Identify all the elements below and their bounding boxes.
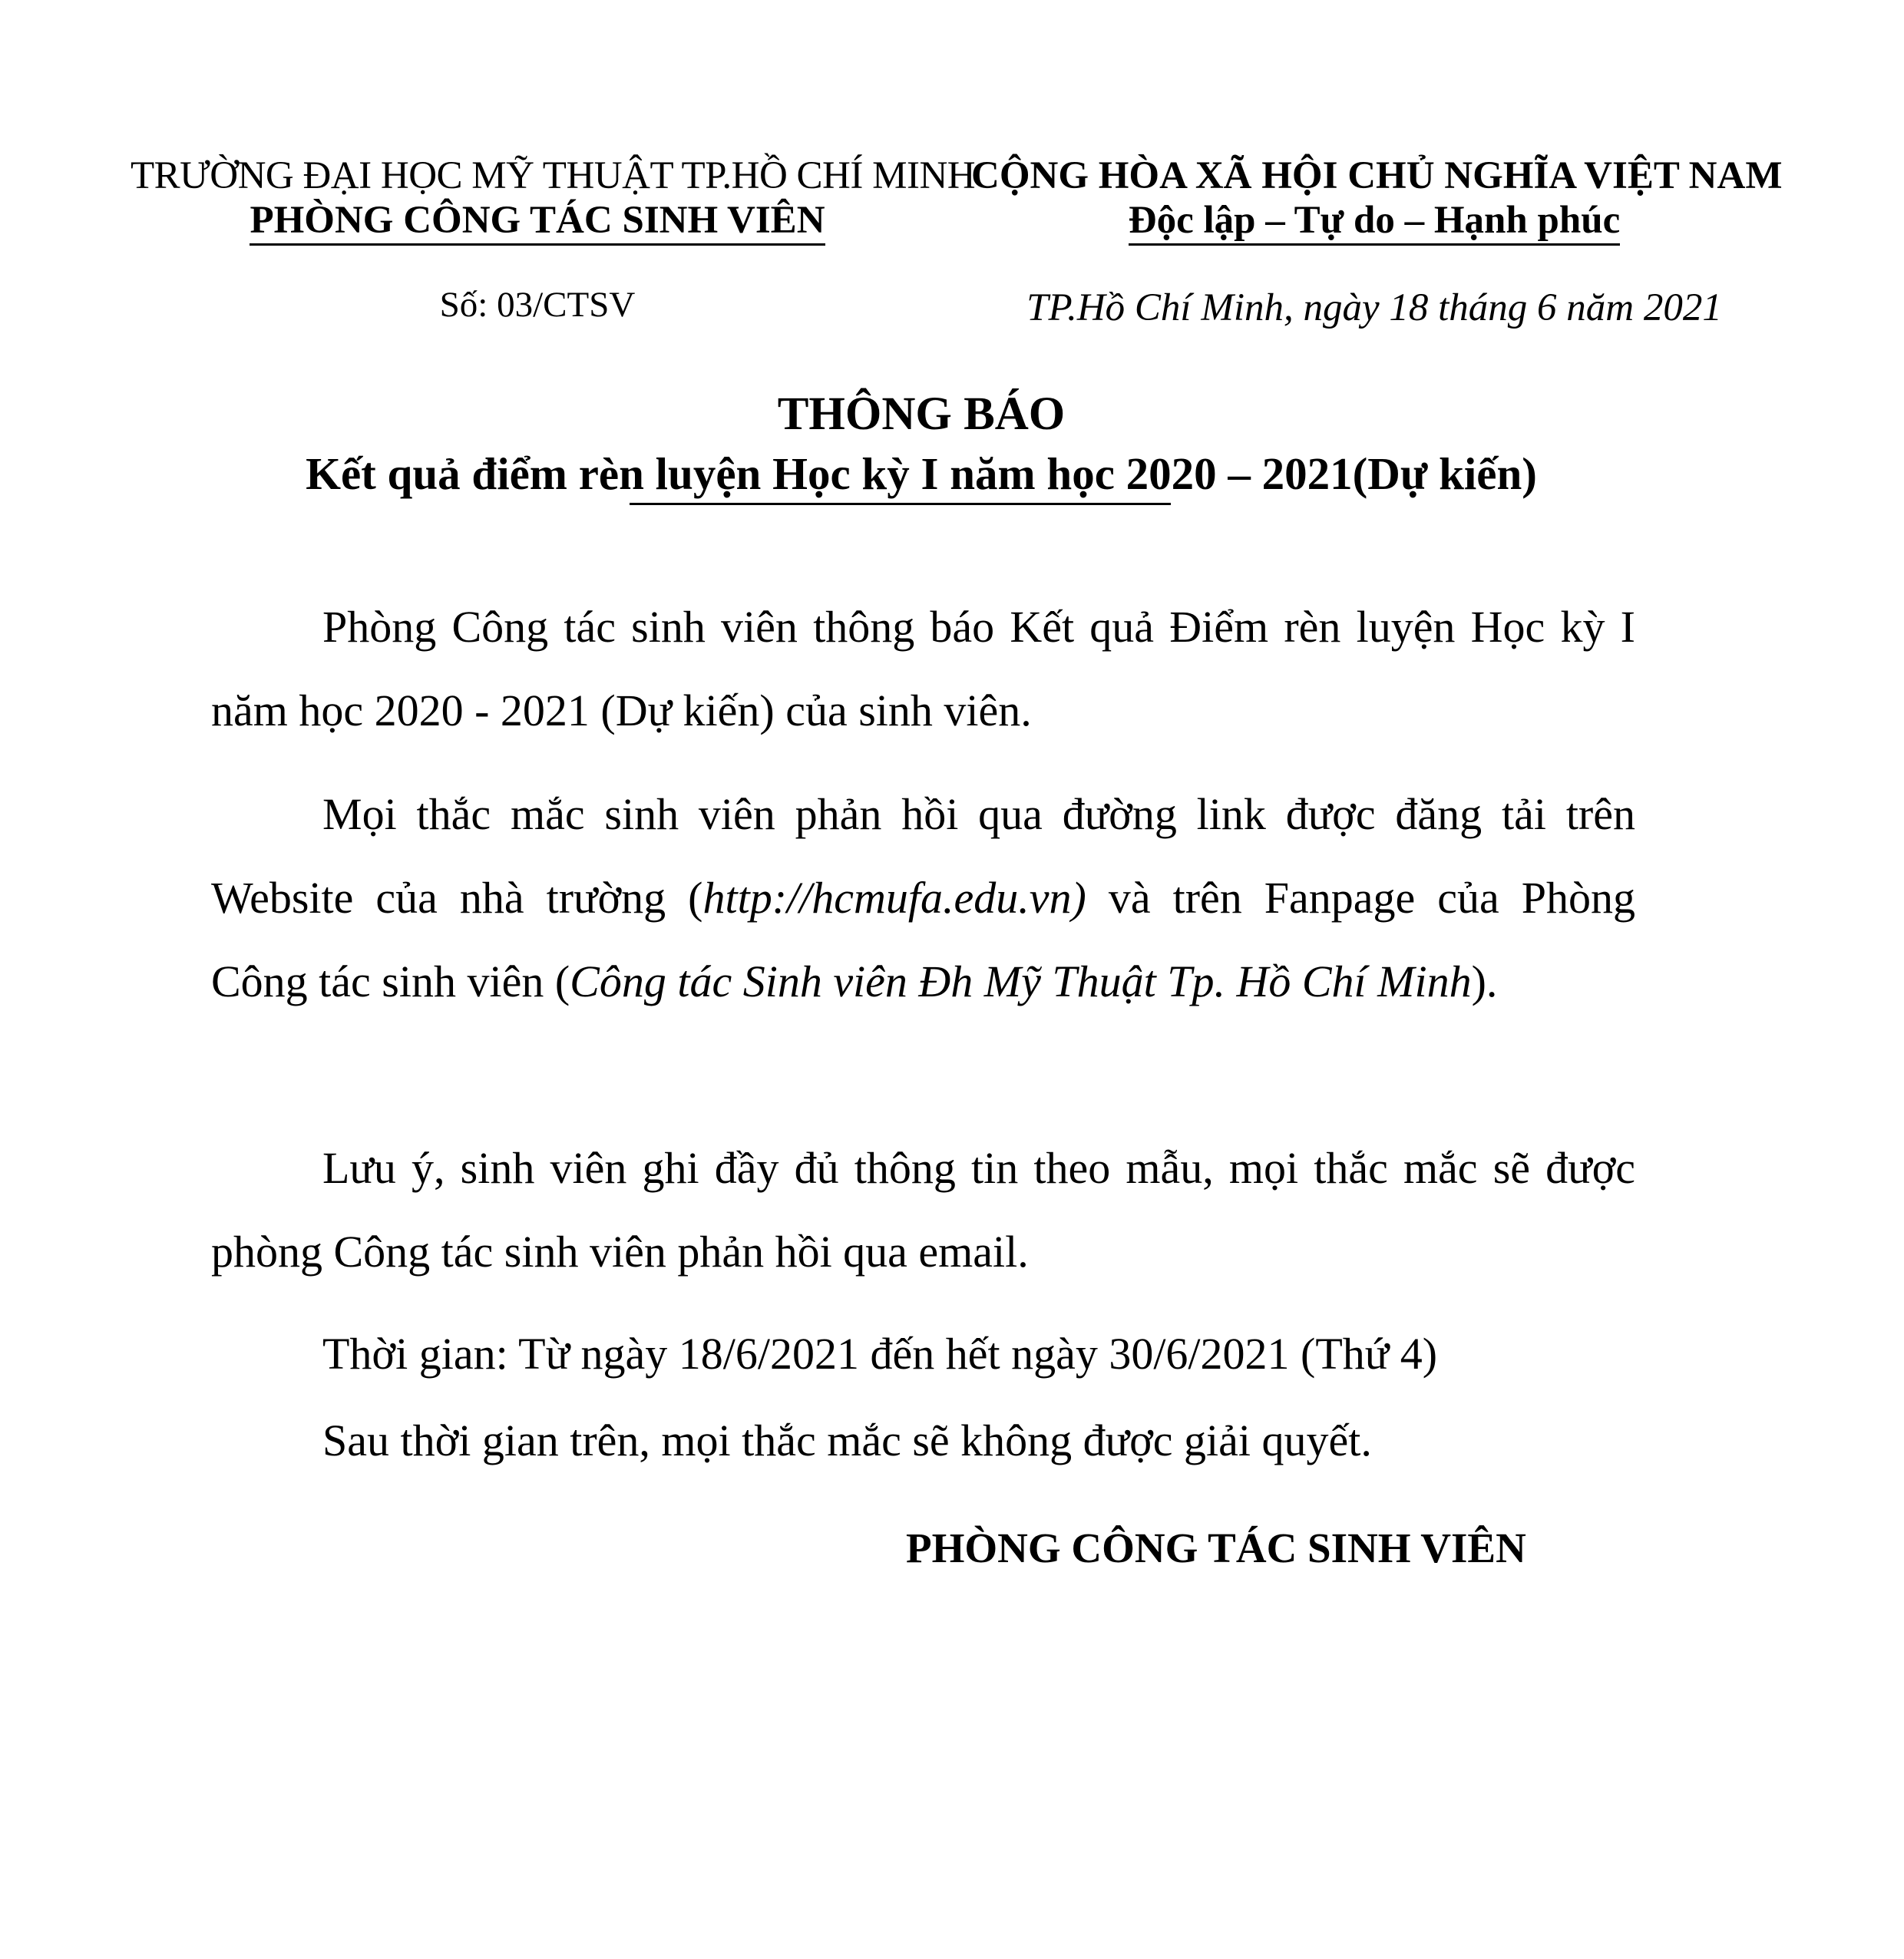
document-title: THÔNG BÁO (777, 388, 1066, 440)
signature-department: PHÒNG CÔNG TÁC SINH VIÊN (906, 1525, 1526, 1571)
feedback-text-b: và trên Fanpage của Phòng Công tác sinh viên ( (211, 873, 1635, 1006)
paragraph-announcement: Phòng Công tác sinh viên thông báo Kết quả Điểm rèn luyện Học kỳ I năm học 2020 - 2021 (Dự kiến) của sinh viên. (211, 602, 1635, 735)
school-name: TRƯỜNG ĐẠI HỌC MỸ THUẬT TP.HỒ CHÍ MINH (131, 154, 976, 197)
paragraph-note: Lưu ý, sinh viên ghi đầy đủ thông tin theo mẫu, mọi thắc mắc sẽ được phòng Công tác sinh viên phản hồi qua email. (211, 1143, 1635, 1277)
feedback-text-c: ). (1471, 956, 1498, 1006)
country-name: CỘNG HÒA XÃ HỘI CHỦ NGHĨA VIỆT NAM (971, 154, 1783, 197)
document-date: TP.Hồ Chí Minh, ngày 18 tháng 6 năm 2021 (1026, 286, 1722, 329)
paragraph-deadline-note: Sau thời gian trên, mọi thắc mắc sẽ không được giải quyết. (322, 1416, 1372, 1465)
national-motto-text: Độc lập – Tự do – Hạnh phúc (1129, 199, 1620, 246)
fanpage-name: Công tác Sinh viên Đh Mỹ Thuật Tp. Hồ Chí Minh (570, 956, 1472, 1006)
paragraph-feedback (211, 772, 1635, 1023)
title-underline (630, 503, 1171, 505)
paragraph-timeframe: Thời gian: Từ ngày 18/6/2021 đến hết ngày 30/6/2021 (Thứ 4) (322, 1329, 1438, 1379)
department-name (131, 198, 944, 243)
document-subtitle: Kết quả điểm rèn luyện Học kỳ I năm học 2020 – 2021(Dự kiến) (306, 448, 1537, 499)
website-link[interactable]: http://hcmufa.edu.vn) (702, 873, 1086, 923)
national-motto (971, 198, 1777, 243)
feedback-text-a: Mọi thắc mắc sinh viên phản hồi qua đường link được đăng tải trên Website của nhà trường ( (211, 789, 1635, 923)
department-name-text: PHÒNG CÔNG TÁC SINH VIÊN (250, 199, 825, 246)
document-number: Số: 03/CTSV (439, 285, 636, 325)
